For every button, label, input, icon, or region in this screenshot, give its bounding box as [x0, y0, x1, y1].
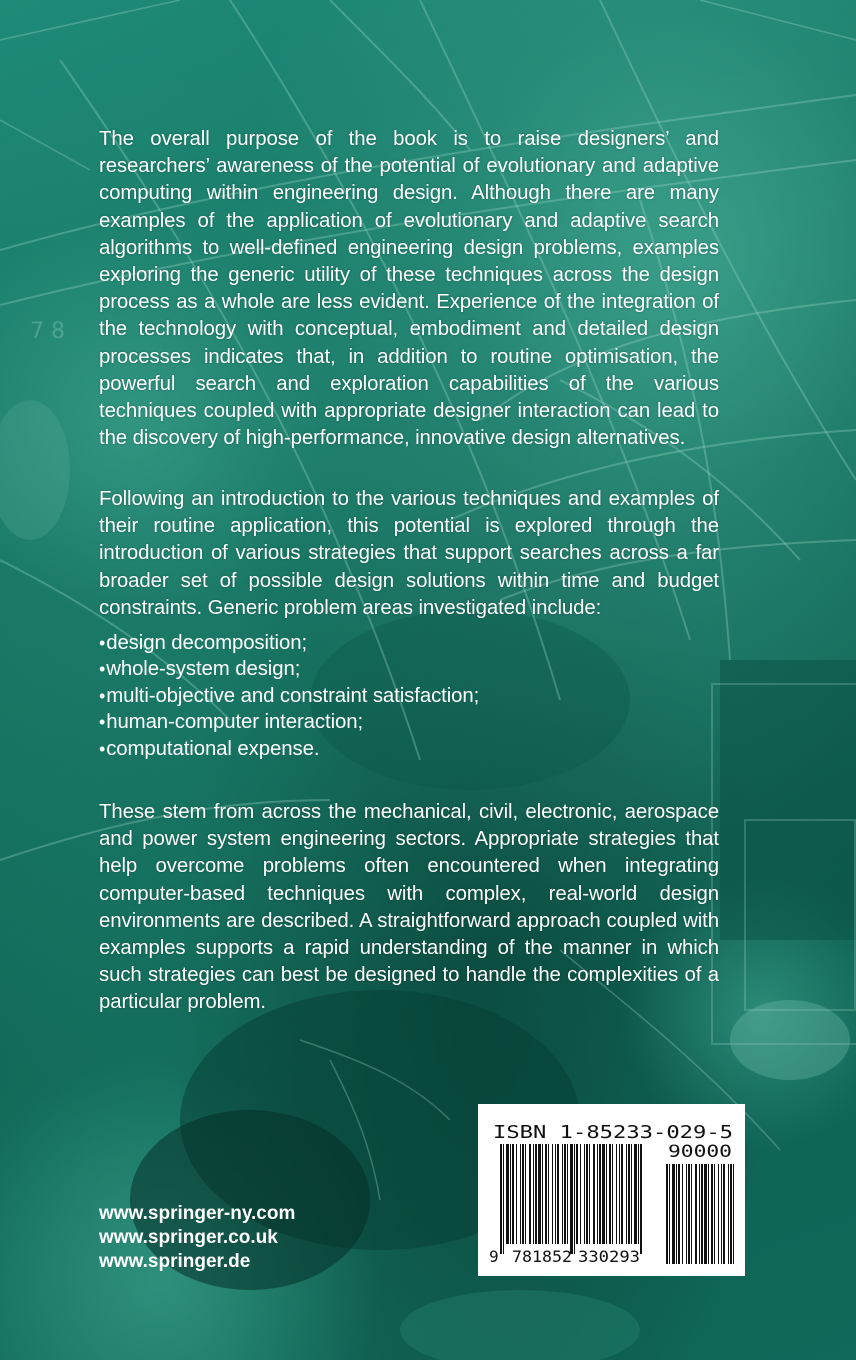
- publisher-links: [99, 1202, 295, 1274]
- description-paragraph-3: These stem from across the mechanical, civil, electronic, aerospace and power system engineering sectors. Appropriate strategies that help overcome problems often encountered when integrating computer-based techniques with complex, real-world design environments are described. A straightforward approach coupled with examples supports a rapid understanding of the manner in which such strategies can best be designed to handle the complexities of a particular problem.: [99, 801, 719, 1014]
- price-code: 90000: [668, 1142, 732, 1162]
- list-item: [99, 630, 479, 656]
- list-item-text: multi-objective and constraint satisfaction;: [106, 684, 480, 707]
- description-paragraph-1: The overall purpose of the book is to raise designers’ and researchers’ awareness of the potential of evolutionary and adaptive computing within engineering design. Although there are many examples of the application of evolutionary and adaptive search algorithms to well-defined engineering design problems, examples exploring the generic utility of these techniques across the design process as a whole are less evident. Experience of the integration of the technology with conceptual, embodiment and detailed design processes indicates that, in addition to routine optimisation, the powerful search and exploration capabilities of the various techniques coupled with appropriate designer interaction can lead to the discovery of high-performance, innovative design alternatives.: [99, 128, 719, 450]
- list-item-text: design decomposition;: [106, 632, 308, 654]
- bullet-icon: •: [99, 738, 106, 759]
- description-paragraph-2: Following an introduction to the various techniques and examples of their routine application, this potential is explored through the introduction of various strategies that support searches across a far broader set of possible design solutions within time and budget constraints. Generic problem areas investigated include:: [99, 488, 719, 619]
- publisher-link-uk[interactable]: www.springer.co.uk: [99, 1227, 278, 1248]
- ean-left-digits: 781852: [512, 1247, 572, 1266]
- list-item: [99, 683, 479, 709]
- ean-right-digits: 330293: [578, 1247, 640, 1266]
- bullet-icon: •: [99, 633, 106, 653]
- barcode-graphic: [478, 1104, 745, 1276]
- isbn-barcode: [478, 1104, 745, 1276]
- bullet-icon: •: [99, 659, 106, 680]
- bullet-icon: •: [99, 685, 106, 706]
- list-item: [99, 709, 479, 735]
- barcode-bars: [500, 1144, 642, 1254]
- list-item: [99, 656, 479, 682]
- list-item-text: whole-system design;: [106, 658, 301, 681]
- problem-areas-list: [99, 630, 479, 762]
- price-code-bars: [666, 1164, 734, 1264]
- ean-first-digit: 9: [489, 1247, 499, 1266]
- list-item-text: human-computer interaction;: [106, 711, 364, 734]
- publisher-link-us[interactable]: www.springer-ny.com: [99, 1203, 296, 1224]
- publisher-link-de[interactable]: www.springer.de: [99, 1251, 251, 1272]
- list-item: [99, 736, 479, 762]
- bullet-icon: •: [99, 712, 106, 733]
- svg-text:7 8: 7 8: [30, 319, 65, 344]
- isbn-label: ISBN 1-85233-029-5: [493, 1122, 733, 1143]
- list-item-text: computational expense.: [106, 737, 320, 760]
